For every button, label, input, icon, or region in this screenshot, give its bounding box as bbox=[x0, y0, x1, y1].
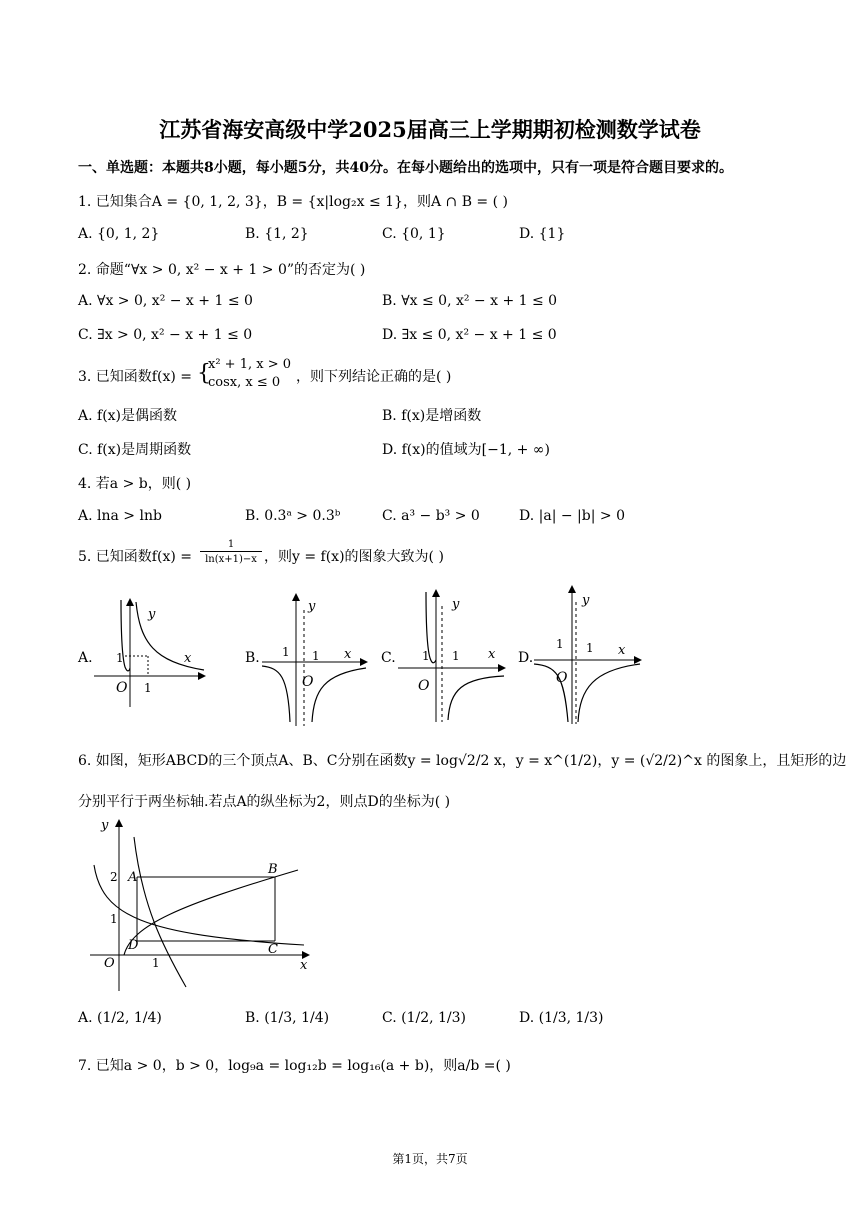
piece-bottom: cosx, x ≤ 0 bbox=[208, 375, 281, 390]
q4-option-d[interactable]: D. |a| − |b| > 0 bbox=[519, 508, 625, 524]
graph-a-y: y bbox=[148, 607, 156, 622]
brace-symbol: { bbox=[197, 361, 211, 386]
q6-option-c[interactable]: C. (1/2, 1/3) bbox=[382, 1010, 466, 1026]
graph-a-one-x: 1 bbox=[144, 681, 152, 695]
q4-option-c[interactable]: C. a³ − b³ > 0 bbox=[382, 508, 480, 524]
graph6-two: 2 bbox=[110, 870, 118, 884]
q3-option-d[interactable]: D. f(x)的值域为[−1, + ∞) bbox=[382, 442, 550, 458]
q5-option-b[interactable]: B. bbox=[245, 650, 260, 666]
question-5-prefix: 5. 已知函数f(x) = bbox=[78, 549, 192, 565]
question-7-stem: 7. 已知a > 0，b > 0，log₉a = log₁₂b = log₁₆(a + b)，则a/b =( ) bbox=[78, 1058, 511, 1074]
graph6-d: D bbox=[128, 938, 139, 953]
graph6-b: B bbox=[268, 862, 278, 877]
graph-d-one: 1 bbox=[556, 637, 564, 651]
graph-b[interactable] bbox=[262, 590, 372, 728]
graph-c[interactable] bbox=[398, 586, 510, 724]
graph-a-origin: O bbox=[116, 680, 128, 696]
q2-option-b[interactable]: B. ∀x ≤ 0, x² − x + 1 ≤ 0 bbox=[382, 293, 558, 309]
page-footer: 第1页，共7页 bbox=[392, 1152, 468, 1166]
q1-option-a[interactable]: A. {0, 1, 2} bbox=[78, 226, 160, 242]
graph-c-origin: O bbox=[418, 678, 430, 694]
q1-option-b[interactable]: B. {1, 2} bbox=[245, 226, 309, 242]
q5-option-c[interactable]: C. bbox=[381, 650, 396, 666]
graph-b-one-x: 1 bbox=[312, 649, 320, 663]
graph-a-one: 1 bbox=[116, 651, 124, 665]
q3-option-b[interactable]: B. f(x)是增函数 bbox=[382, 408, 482, 424]
question-5-suffix: ，则y = f(x)的图象大致为( ) bbox=[264, 549, 444, 565]
page-title: 江苏省海安高级中学2025届高三上学期期初检测数学试卷 bbox=[159, 117, 701, 142]
question-4-stem: 4. 若a > b，则( ) bbox=[78, 476, 192, 492]
q6-option-b[interactable]: B. (1/3, 1/4) bbox=[245, 1010, 330, 1026]
q6-option-a[interactable]: A. (1/2, 1/4) bbox=[78, 1010, 162, 1026]
q5-option-d[interactable]: D. bbox=[518, 650, 534, 666]
question-3-prefix: 3. 已知函数f(x) = bbox=[78, 369, 192, 385]
rectangle-graph[interactable] bbox=[80, 815, 312, 993]
graph-b-x: x bbox=[344, 647, 352, 662]
graph6-x: x bbox=[300, 958, 308, 973]
graph6-c: C bbox=[268, 942, 278, 957]
q5-option-a[interactable]: A. bbox=[78, 650, 93, 666]
q6-option-d[interactable]: D. (1/3, 1/3) bbox=[519, 1010, 604, 1026]
question-6-line-2: 分别平行于两坐标轴.若点A的纵坐标为2，则点D的坐标为( ) bbox=[78, 794, 451, 810]
graph-c-one-x: 1 bbox=[452, 649, 460, 663]
graph-b-origin: O bbox=[302, 674, 314, 690]
fraction-denominator: ln(x+1)−x bbox=[205, 554, 257, 565]
graph-d[interactable] bbox=[534, 584, 646, 726]
question-3-suffix: ，则下列结论正确的是( ) bbox=[296, 369, 452, 385]
q2-option-c[interactable]: C. ∃x > 0, x² − x + 1 ≤ 0 bbox=[78, 327, 253, 343]
question-2-stem: 2. 命题“∀x > 0, x² − x + 1 > 0”的否定为( ) bbox=[78, 262, 366, 278]
graph-c-x: x bbox=[488, 647, 496, 662]
graph6-one-x: 1 bbox=[152, 956, 160, 970]
graph-d-origin: O bbox=[556, 670, 568, 686]
graph-a[interactable] bbox=[94, 592, 212, 712]
q3-option-a[interactable]: A. f(x)是偶函数 bbox=[78, 408, 178, 424]
q1-option-c[interactable]: C. {0, 1} bbox=[382, 226, 446, 242]
q4-option-b[interactable]: B. 0.3ᵃ > 0.3ᵇ bbox=[245, 508, 341, 524]
graph-a-x: x bbox=[184, 651, 192, 666]
graph-b-one: 1 bbox=[282, 645, 290, 659]
graph-d-x: x bbox=[618, 643, 626, 658]
q3-option-c[interactable]: C. f(x)是周期函数 bbox=[78, 442, 192, 458]
section-heading: 一、单选题：本题共8小题，每小题5分，共40分。在每小题给出的选项中，只有一项是符合题目要求的。 bbox=[78, 160, 733, 176]
graph-c-one: 1 bbox=[422, 649, 430, 663]
graph-c-y: y bbox=[452, 597, 460, 612]
graph-b-y: y bbox=[308, 599, 316, 614]
q2-option-d[interactable]: D. ∃x ≤ 0, x² − x + 1 ≤ 0 bbox=[382, 327, 557, 343]
q2-option-a[interactable]: A. ∀x > 0, x² − x + 1 ≤ 0 bbox=[78, 293, 253, 309]
q1-option-d[interactable]: D. {1} bbox=[519, 226, 566, 242]
graph6-one: 1 bbox=[110, 912, 118, 926]
q4-option-a[interactable]: A. lna > lnb bbox=[78, 508, 162, 524]
question-1-stem: 1. 已知集合A = {0, 1, 2, 3}，B = {x|log₂x ≤ 1}，则A ∩ B = ( ) bbox=[78, 194, 508, 210]
piece-top: x² + 1, x > 0 bbox=[208, 357, 291, 372]
graph-d-y: y bbox=[582, 593, 590, 608]
graph6-origin: O bbox=[104, 956, 115, 971]
graph6-y: y bbox=[101, 818, 109, 833]
fraction-numerator: 1 bbox=[200, 539, 262, 552]
graph6-a: A bbox=[128, 870, 138, 885]
graph-d-one-x: 1 bbox=[586, 641, 594, 655]
question-6-line-1: 6. 如图，矩形ABCD的三个顶点A、B、C分别在函数y = log√2/2 x，y = x^(1/2)，y = (√2/2)^x 的图象上，且矩形的边 bbox=[78, 753, 847, 769]
